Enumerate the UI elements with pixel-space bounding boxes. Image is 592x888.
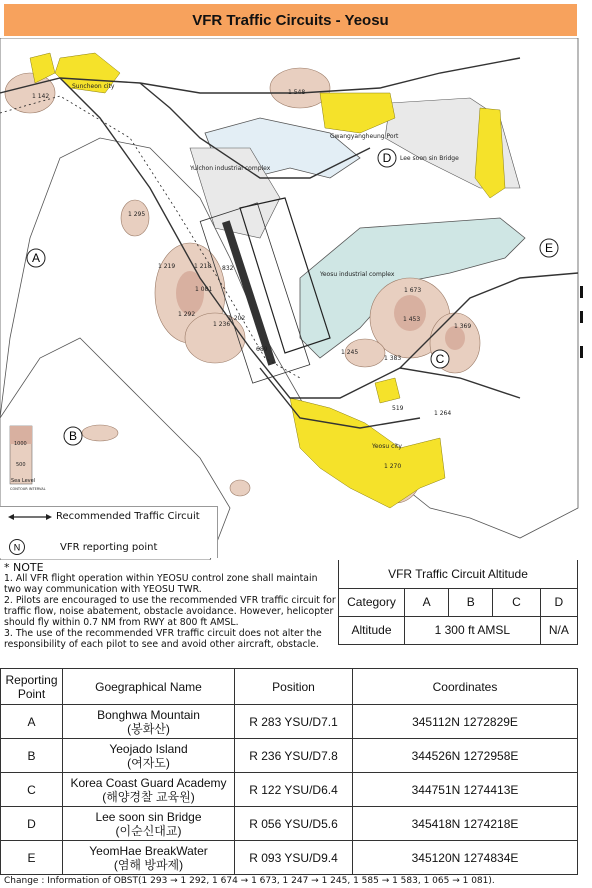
side-mark: [580, 286, 583, 298]
category-c: C: [493, 588, 540, 616]
map-canvas: [0, 38, 592, 560]
table-row: B Yeojado Island (여자도) R 236 YSU/D7.8 344526N 1272958E: [1, 739, 578, 773]
svg-text:1 202: 1 202: [228, 315, 246, 322]
svg-text:1 673: 1 673: [404, 287, 422, 294]
svg-text:1 219: 1 219: [158, 263, 176, 270]
circuit-arrow-icon: [8, 512, 52, 522]
reporting-point-e[interactable]: [540, 239, 558, 257]
table-row: E YeomHae BreakWater (염해 방파제) R 093 YSU/D9.4 345120N 1274834E: [1, 841, 578, 875]
category-b: B: [449, 588, 493, 616]
svg-text:832: 832: [222, 265, 234, 272]
svg-text:CONTOUR INTERVAL: CONTOUR INTERVAL: [10, 487, 46, 491]
legend-circuit-label: Recommended Traffic Circuit: [56, 511, 200, 522]
altitude-table: [338, 560, 578, 645]
svg-text:C: C: [435, 352, 445, 366]
svg-text:689: 689: [256, 346, 268, 353]
note-2: 2. Pilots are encouraged to use the recommended VFR traffic circuit for traffic flow, noise abatement, obstacle avoidance. However, helicopter should fly within 0.7 NM from RWY at 800 ft AMSL.: [4, 595, 336, 628]
legend-point-label: VFR reporting point: [60, 541, 158, 553]
category-d: D: [540, 588, 577, 616]
label-suncheon: Suncheon city: [72, 83, 115, 90]
header-name: Goegraphical Name: [63, 669, 235, 705]
svg-text:Sea Level: Sea Level: [11, 478, 36, 484]
label-gwangyang: Gwangyangheung Port: [330, 133, 399, 140]
notes: [0, 560, 340, 668]
svg-text:1 295: 1 295: [128, 211, 146, 218]
svg-text:1000: 1000: [14, 441, 27, 447]
chart-title: VFR Traffic Circuits - Yeosu: [4, 4, 577, 36]
svg-text:519: 519: [392, 405, 404, 412]
svg-text:1 292: 1 292: [178, 311, 196, 318]
category-a: A: [405, 588, 449, 616]
legend-circuit: [8, 511, 200, 522]
label-yeosu-city: Yeosu city: [372, 443, 402, 450]
svg-text:1 548: 1 548: [288, 89, 306, 96]
table-row: A Bonghwa Mountain (봉화산) R 283 YSU/D7.1 345112N 1272829E: [1, 705, 578, 739]
svg-text:B: B: [68, 429, 78, 443]
svg-text:1 270: 1 270: [384, 463, 402, 470]
reporting-point-c[interactable]: [431, 350, 449, 368]
map-area: [0, 38, 592, 560]
altitude-abc: 1 300 ft AMSL: [405, 616, 541, 644]
altitude-label: Altitude: [339, 616, 405, 644]
label-yeosu-industrial: Yeosu industrial complex: [320, 271, 395, 278]
svg-text:D: D: [382, 151, 392, 165]
svg-text:1 245: 1 245: [341, 349, 359, 356]
reporting-points-table: [0, 668, 578, 875]
legend-point: [8, 538, 157, 556]
notes-heading: * NOTE: [4, 561, 44, 574]
reporting-point-icon: [8, 538, 26, 556]
side-mark: [580, 346, 583, 358]
table-row: D Lee soon sin Bridge (이순신대교) R 056 YSU/D5.6 345418N 1274218E: [1, 807, 578, 841]
reporting-point-a[interactable]: [27, 249, 45, 267]
note-1: 1. All VFR flight operation within YEOSU control zone shall maintain two way communication with YEOSU TWR.: [4, 573, 318, 595]
reporting-point-b[interactable]: [64, 427, 82, 445]
svg-text:500: 500: [16, 462, 26, 468]
category-label: Category: [339, 588, 405, 616]
footnote: Change : Information of OBST(1 293 → 1 292, 1 674 → 1 673, 1 247 → 1 245, 1 585 → 1 583, 1 065 → 1 081).: [4, 876, 495, 886]
altitude-table-title: VFR Traffic Circuit Altitude: [339, 560, 578, 588]
svg-text:1 369: 1 369: [454, 323, 472, 330]
svg-text:1 142: 1 142: [32, 93, 50, 100]
svg-text:1 453: 1 453: [403, 316, 421, 323]
label-bridge: Lee soon sin Bridge: [400, 155, 459, 162]
svg-text:1 264: 1 264: [434, 410, 452, 417]
header-coordinates: Coordinates: [353, 669, 578, 705]
svg-text:E: E: [544, 241, 554, 255]
side-mark: [580, 311, 583, 323]
reporting-point-d[interactable]: [378, 149, 396, 167]
svg-text:A: A: [31, 251, 41, 265]
header-point: Reporting Point: [1, 669, 63, 705]
note-3: 3. The use of the recommended VFR traffic circuit does not alter the responsibility of each pilot to see and avoid other aircraft, obstacle.: [4, 628, 322, 650]
svg-text:1 236: 1 236: [213, 321, 231, 328]
altitude-d: N/A: [540, 616, 577, 644]
svg-text:1 081: 1 081: [195, 286, 213, 293]
svg-text:1 383: 1 383: [384, 355, 402, 362]
svg-text:1 218: 1 218: [194, 263, 212, 270]
label-yulchon: Yulchon industrial complex: [190, 165, 271, 172]
table-row: C Korea Coast Guard Academy (해양경찰 교육원) R 122 YSU/D6.4 344751N 1274413E: [1, 773, 578, 807]
header-position: Position: [235, 669, 353, 705]
svg-text:N: N: [13, 542, 21, 553]
